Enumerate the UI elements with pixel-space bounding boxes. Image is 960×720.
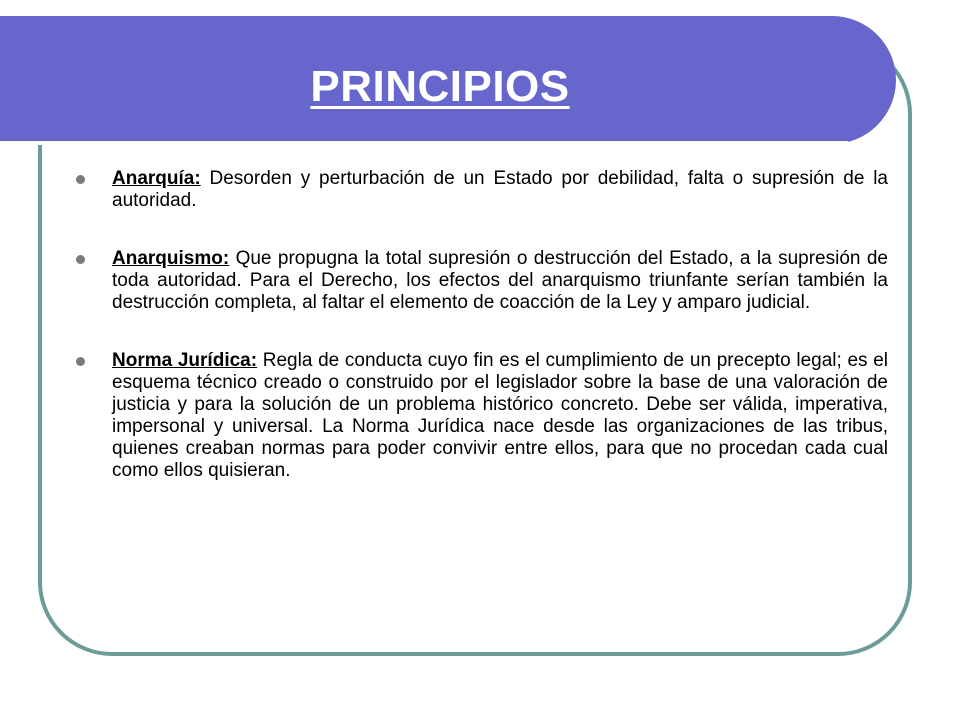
bullet-icon [76,357,85,366]
definition-anarquismo: Que propugna la total supresión o destrucción del Estado, a la supresión de toda autoridad. Para el Derecho, los efectos del anarquismo triunfante serían también la destrucción completa, al faltar el elemento de coacción de la Ley y amparo judicial. [112,248,888,313]
bullet-icon [76,255,85,264]
term-anarquia: Anarquía: [112,168,201,189]
list-item-anarquismo [76,248,888,314]
title-divider [0,141,848,145]
definition-anarquia: Desorden y perturbación de un Estado por debilidad, falta o supresión de la autoridad. [112,168,888,211]
term-norma-juridica: Norma Jurídica: [112,350,258,371]
slide-title: PRINCIPIOS [310,62,570,111]
title-bar [0,16,896,144]
bullet-icon [76,175,85,184]
definitions-list [76,168,888,482]
definition-norma-juridica: Regla de conducta cuyo fin es el cumplimiento de un precepto legal; es el esquema técnico creado o construido por el legislador sobre la base de una valoración de justicia y para la solución de un problema histórico concreto. Debe ser válida, imperativa, impersonal y universal. La Norma Jurídica nace desde las organizaciones de las tribus, quienes creaban normas para poder convivir entre ellos, para que no procedan cada cual como ellos quisieran. [112,350,889,481]
list-item-anarquia [76,168,888,212]
term-anarquismo: Anarquismo: [112,248,230,269]
list-item-norma-juridica [76,350,888,482]
